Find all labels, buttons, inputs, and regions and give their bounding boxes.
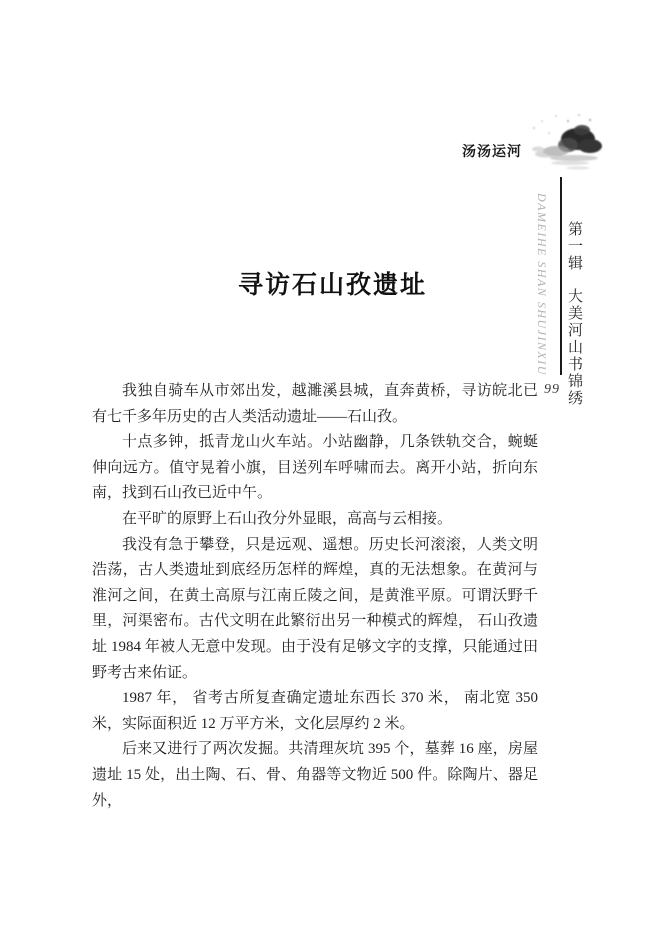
spine-title-column (564, 221, 585, 407)
book-title: 大美河山书锦绣 (566, 287, 582, 407)
series-caption-latin: DAMEIHE SHAN SHUJINXIU (535, 193, 549, 376)
ink-painting-icon (516, 108, 606, 174)
paragraph: 我独自骑车从市郊出发，越濉溪县城，直奔黄桥，寻访皖北已有七千多年历史的古人类活动遗址——石山孜。 (92, 383, 538, 425)
series-title: 汤汤运河 (462, 143, 522, 159)
article-title: 寻访石山孜遗址 (237, 272, 427, 299)
paragraph: 后来又进行了两次发掘。共清理灰坑 395 个，墓葬 16 座，房屋遗址 15 处，出土陶、石、骨、角器等文物近 500 件。除陶片、器足外， (92, 741, 538, 809)
volume-label: 第一辑 (566, 221, 582, 272)
paragraph: 我没有急于攀登，只是远观、遥想。历史长河滚滚，人类文明浩荡，古人类遗址到底经历怎样的辉煌，真的无法想象。在黄河与淮河之间，在黄土高原与江南丘陵之间，是黄淮平原。可谓沃野千里，河渠密布。古代文明在此繁衍出另一种模式的辉煌， 石山孜遗址 1984 年被人无意中发现。由于没有足够文字的支撑，只能通过田野考古来佑证。 (92, 536, 538, 681)
page-number: 99 (544, 382, 560, 397)
paragraph: 在平旷的原野上石山孜分外显眼，高高与云相接。 (122, 510, 453, 527)
article-body (92, 379, 538, 814)
paragraph: 1987 年， 省考古所复查确定遗址东西长 370 米， 南北宽 350 米，实际面积近 12 万平方米，文化层厚约 2 米。 (92, 690, 538, 732)
paragraph: 十点多钟，抵青龙山火车站。小站幽静，几条铁轨交合，蜿蜒伸向远方。值守晃着小旗，目送列车呼啸而去。离开小站，折向东南，找到石山孜已近中午。 (92, 434, 538, 502)
